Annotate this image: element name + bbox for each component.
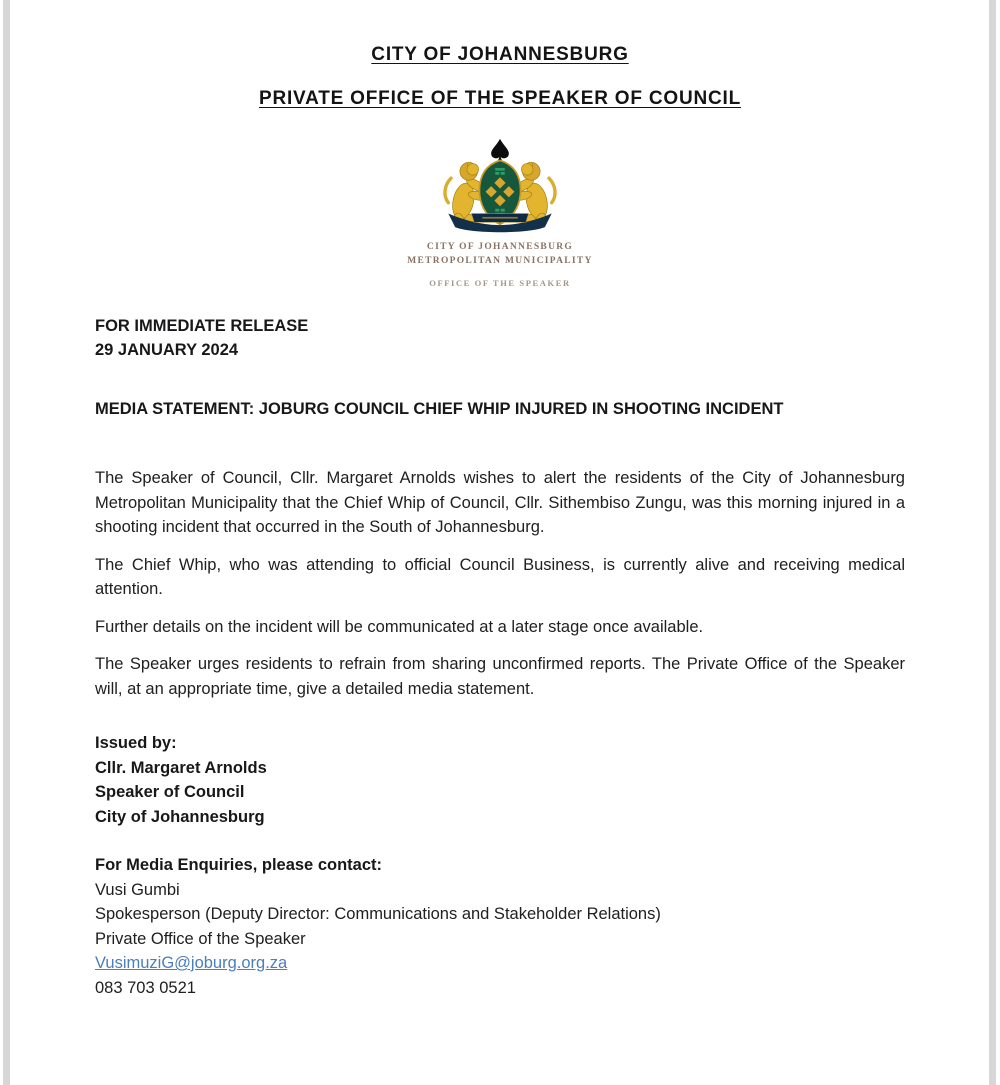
issued-by-label: Issued by: [95, 734, 177, 752]
document-content [95, 0, 905, 1000]
body-paragraph: The Chief Whip, who was attending to official Council Business, is currently alive and receiving medical attention. [95, 555, 905, 598]
lion-tail [445, 178, 451, 202]
spade-icon [491, 139, 509, 163]
document-title: CITY OF JOHANNESBURG [371, 44, 629, 65]
contact-name: Vusi Gumbi [95, 880, 180, 899]
contact-office: Private Office of the Speaker [95, 929, 306, 948]
release-block [95, 314, 905, 363]
coat-of-arms-icon [425, 136, 575, 238]
logo-org-line1: CITY OF JOHANNESBURG [426, 242, 574, 252]
issued-by-block [95, 731, 905, 829]
scan-edge-left [3, 0, 10, 1085]
body-paragraph: The Speaker of Council, Cllr. Margaret Arnolds wishes to alert the residents of the City of Johannesburg Metropolitan Municipality that the Chief Whip of Council, Cllr. Sithembiso Zungu, was this morning injured in a shooting incident that occurred in the South of Johannesburg. [95, 469, 905, 536]
issued-by-title: Speaker of Council [95, 783, 245, 801]
contact-role: Spokesperson (Deputy Director: Communications and Stakeholder Relations) [95, 905, 661, 923]
municipality-logo [95, 136, 905, 288]
document-subtitle: PRIVATE OFFICE OF THE SPEAKER OF COUNCIL [258, 88, 742, 109]
scan-edge-right [989, 0, 996, 1085]
release-date: 29 JANUARY 2024 [95, 341, 239, 359]
issued-by-org: City of Johannesburg [95, 807, 265, 826]
logo-office-line: OFFICE OF THE SPEAKER [429, 277, 571, 288]
body-paragraph: The Speaker urges residents to refrain from sharing unconfirmed reports. The Private Office of the Speaker will, at an appropriate time, give a detailed media statement. [95, 655, 905, 698]
email-link[interactable]: VusimuziG@joburg.org.za [95, 954, 288, 972]
contact-phone: 083 703 0521 [95, 978, 196, 997]
media-contact-block [95, 853, 905, 1000]
issued-by-name: Cllr. Margaret Arnolds [95, 758, 267, 777]
logo-org-line2: METROPOLITAN MUNICIPALITY [407, 256, 593, 267]
statement-headline: MEDIA STATEMENT: JOBURG COUNCIL CHIEF WHIP INJURED IN SHOOTING INCIDENT [95, 399, 784, 418]
logo-org-name [95, 240, 905, 269]
body-paragraph: Further details on the incident will be communicated at a later stage once available. [95, 617, 704, 636]
contact-label: For Media Enquiries, please contact: [95, 856, 382, 874]
statement-body [95, 466, 905, 701]
release-label: FOR IMMEDIATE RELEASE [95, 316, 309, 335]
